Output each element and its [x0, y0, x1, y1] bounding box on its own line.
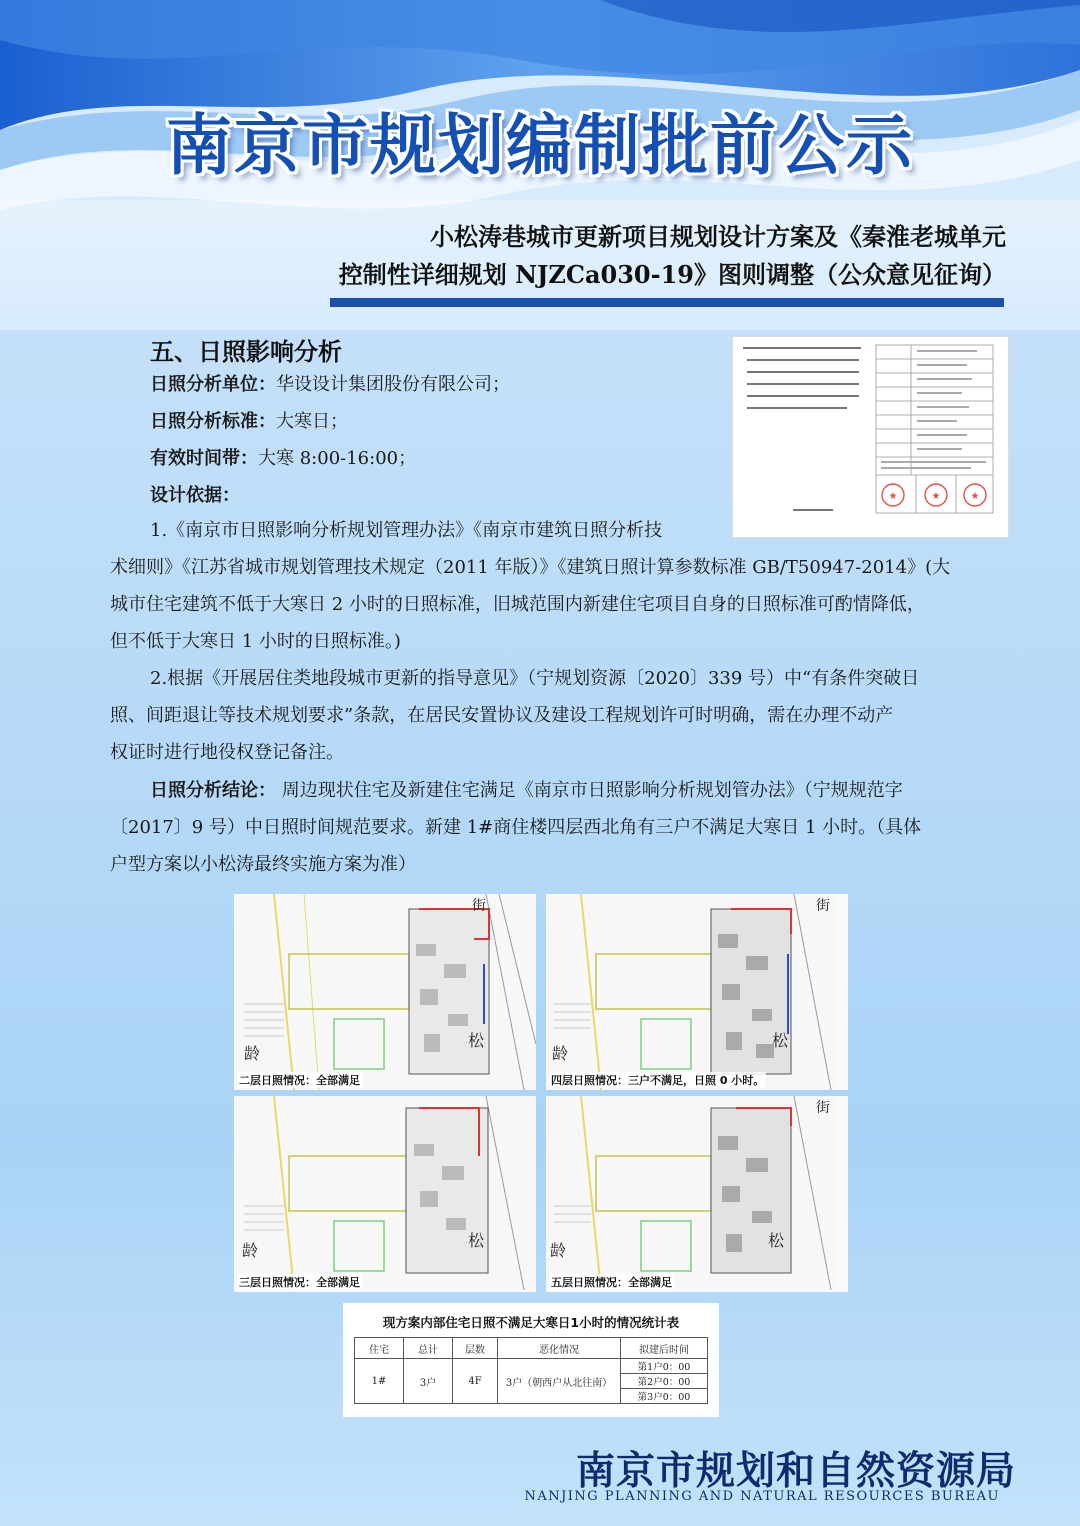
svg-text:★: ★: [970, 491, 980, 502]
sunlight-statistics-box: [343, 1303, 719, 1417]
sunlight-map-floor-4: [546, 894, 848, 1090]
svg-text:★: ★: [888, 491, 898, 502]
street-label-left: 龄: [552, 1044, 569, 1063]
basis-paragraph-2-line-3: 权证时进行地役权登记备注。: [110, 742, 344, 763]
subtitle-line-1: 小松涛巷城市更新项目规划设计方案及《秦淮老城单元: [430, 222, 1006, 251]
valid-period: [150, 444, 416, 470]
basis-paragraph-2-line-1: 2.根据《开展居住类地段城市更新的指导意见》（宁规划资源〔2020〕339 号）中“有条件突破日: [150, 668, 920, 689]
conclusion-line-2: 〔2017〕9 号）中日照时间规范要求。新建 1#商住楼四层西北角有三户不满足大寒日 1 小时。（具体: [110, 817, 922, 838]
street-label-left: 龄: [550, 1241, 567, 1260]
sunlight-map-floor-2: [234, 894, 536, 1090]
street-label-right: 松: [468, 1231, 485, 1250]
conclusion-label: 日照分析结论：: [150, 780, 276, 801]
street-label-corner: 街: [472, 898, 486, 914]
table-cell-time: 第3户0：00: [621, 1389, 708, 1404]
svg-text:★: ★: [931, 491, 941, 502]
subtitle-line-2: 控制性详细规划 NJZCa030-19》图则调整（公众意见征询）: [338, 260, 1006, 289]
site-plan-drawing: [234, 1096, 536, 1290]
table-cell-total: 3户: [404, 1359, 453, 1404]
table-cell-time: 第2户0：00: [621, 1374, 708, 1389]
bureau-name: 南京市规划和自然资源局: [575, 1448, 1016, 1494]
map-caption: 四层日照情况：三户不满足，日照 0 小时。: [551, 1074, 765, 1087]
analysis-unit: [150, 370, 510, 396]
table-row: [355, 1359, 708, 1374]
valid-period-value: 大寒 8:00-16:00；: [258, 448, 417, 469]
basis-paragraph-1-line-3: 城市住宅建筑不低于大寒日 2 小时的日照标准，旧城范围内新建住宅项目自身的日照标准可酌情降低，: [110, 594, 925, 615]
street-label-corner: 街: [816, 898, 830, 914]
notice-subtitle: [339, 218, 1006, 294]
conclusion-line-3: 户型方案以小松涛最终实施方案为准）: [110, 854, 416, 875]
page-title: 南京市规划编制批前公示: [166, 107, 914, 184]
conclusion-text-1: 周边现状住宅及新建住宅满足《南京市日照影响分析规划管办法》（宁规规范字: [281, 780, 903, 801]
table-cell-condition: 3户（朝西户从北往南）: [498, 1359, 621, 1404]
sunlight-map-floor-5: [546, 1096, 848, 1292]
bureau-name-english: NANJING PLANNING AND NATURAL RESOURCES BUREAU: [524, 1489, 1000, 1504]
table-header-cell: 总计: [404, 1338, 453, 1359]
section-heading: 五、日照影响分析: [150, 338, 342, 366]
table-cell-building: 1#: [355, 1359, 404, 1404]
conclusion-line-1: [150, 772, 1006, 809]
table-header-cell: 住宅: [355, 1338, 404, 1359]
basis-paragraph-1-line-1: 1.《南京市日照影响分析规划管理办法》《南京市建筑日照分析技: [150, 520, 663, 541]
analysis-standard-label: 日照分析标准：: [150, 411, 276, 432]
valid-period-label: 有效时间带：: [150, 448, 258, 469]
map-caption: 二层日照情况：全部满足: [239, 1074, 360, 1087]
street-label-left: 龄: [244, 1044, 261, 1063]
site-plan-drawing: [546, 1096, 836, 1290]
analysis-standard-value: 大寒日；: [276, 411, 348, 432]
table-header-cell: 拟建后时间: [621, 1338, 708, 1359]
basis-paragraph-2-line-2: 照、间距退让等技术规划要求”条款，在居民安置协议及建设工程规划许可时明确，需在办理不动产: [110, 705, 894, 726]
table-header-cell: 恶化情况: [498, 1338, 621, 1359]
analysis-unit-value: 华设设计集团股份有限公司；: [276, 374, 510, 395]
table-cell-floor: 4F: [453, 1359, 498, 1404]
analysis-standard: [150, 407, 348, 433]
site-plan-drawing: [234, 894, 536, 1090]
table-cell-time: 第1户0：00: [621, 1359, 708, 1374]
report-cover-thumbnail: [733, 337, 1008, 537]
street-label-right: 松: [468, 1031, 485, 1050]
analysis-unit-label: 日照分析单位：: [150, 374, 276, 395]
site-plan-drawing: [546, 894, 836, 1090]
table-header-cell: 层数: [453, 1338, 498, 1359]
subtitle-underline: [330, 298, 1004, 307]
street-label-left: 龄: [242, 1241, 259, 1260]
design-basis-label: 设计依据：: [150, 485, 240, 506]
map-caption: 三层日照情况：全部满足: [239, 1276, 360, 1289]
street-label-right: 松: [772, 1031, 789, 1050]
sunlight-map-floor-3: [234, 1096, 536, 1292]
street-label-right: 松: [768, 1231, 785, 1250]
statistics-table: [354, 1337, 708, 1404]
sunlight-maps-grid: [234, 894, 838, 1290]
statistics-title: 现方案内部住宅日照不满足大寒日1小时的情况统计表: [382, 1315, 680, 1330]
map-caption: 五层日照情况：全部满足: [551, 1276, 672, 1289]
street-label-corner: 街: [816, 1100, 830, 1116]
design-basis: [150, 481, 240, 507]
basis-paragraph-1-line-2: 术细则》《江苏省城市规划管理技术规定（2011 年版）》《建筑日照计算参数标准 GB/T50947-2014》(大: [110, 557, 951, 578]
basis-paragraph-1-line-4: 但不低于大寒日 1 小时的日照标准。): [110, 631, 401, 652]
